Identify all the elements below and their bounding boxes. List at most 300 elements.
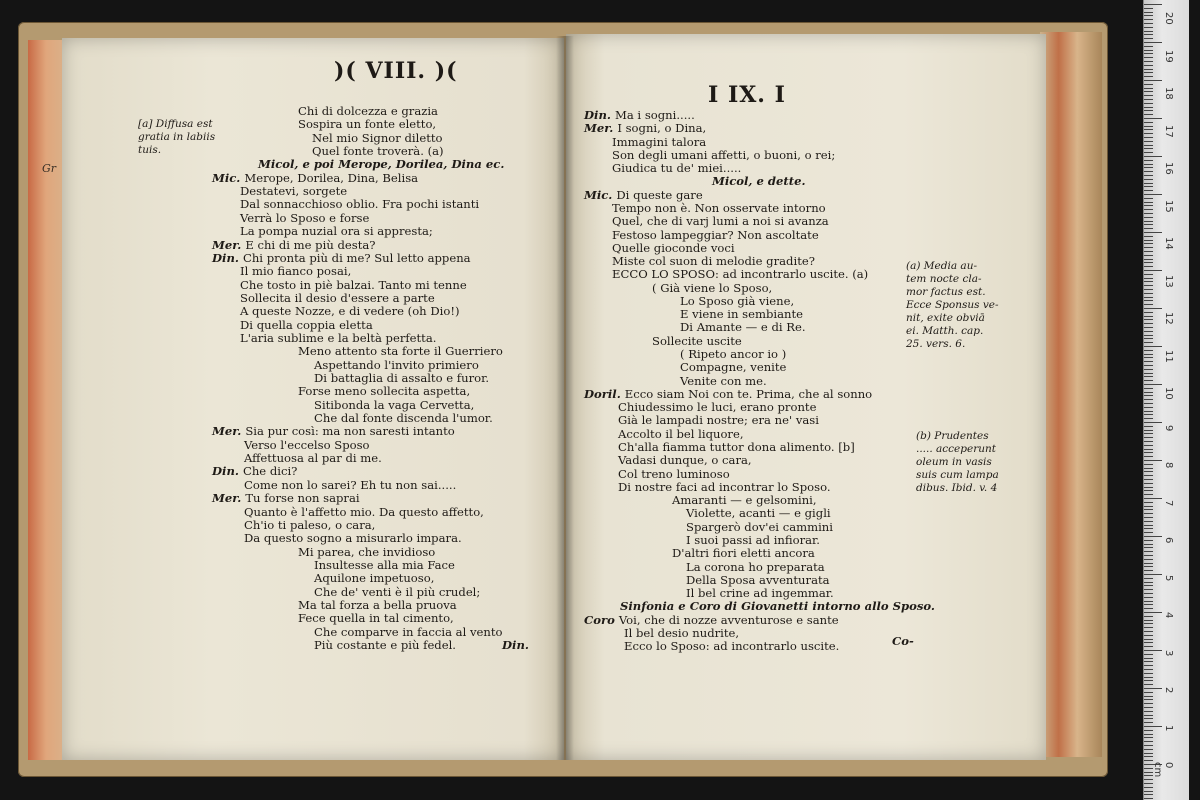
text-line xyxy=(258,157,504,171)
verse-text: Insultesse alla mia Face xyxy=(314,557,455,572)
text-line xyxy=(584,188,703,202)
ruler-tick xyxy=(1144,468,1153,469)
ruler-tick xyxy=(1144,217,1153,218)
ruler-label: 16 xyxy=(1163,162,1174,175)
verse-text: Col treno luminoso xyxy=(618,466,730,481)
ruler-tick xyxy=(1144,665,1153,666)
ruler-tick xyxy=(1144,479,1153,480)
verse-text: Ma i sogni..... xyxy=(614,108,695,122)
ruler-tick xyxy=(1144,103,1153,104)
ruler-tick xyxy=(1144,456,1153,457)
text-line xyxy=(612,214,829,228)
ruler-tick xyxy=(1144,395,1153,396)
ruler-tick xyxy=(1144,228,1153,229)
verse-text: Chi di dolcezza e grazia xyxy=(298,104,438,118)
text-line xyxy=(314,625,503,639)
verse-text: Lo Sposo già viene, xyxy=(680,293,795,308)
text-line xyxy=(618,453,752,467)
verse-text: Aquilone impetuoso, xyxy=(314,571,435,586)
ruler-tick xyxy=(1144,316,1153,317)
ruler-tick xyxy=(1144,285,1153,286)
ruler-label: 11 xyxy=(1163,349,1174,363)
text-line xyxy=(314,638,456,652)
ruler-tick xyxy=(1144,190,1153,191)
ruler-label: 10 xyxy=(1163,387,1174,400)
verse-text: Destatevi, sorgete xyxy=(240,184,348,199)
ruler-tick xyxy=(1144,61,1153,62)
ruler-tick xyxy=(1144,551,1153,552)
verse-text: Già le lampadi nostre; era ne' vasi xyxy=(618,413,819,428)
ruler-tick xyxy=(1144,555,1153,556)
ruler-tick xyxy=(1144,293,1153,294)
ruler-tick xyxy=(1144,418,1153,419)
ruler-tick xyxy=(1144,734,1153,735)
text-line xyxy=(686,560,825,574)
ruler-tick xyxy=(1144,373,1153,374)
text-line xyxy=(712,174,806,188)
ruler-tick xyxy=(1144,300,1153,301)
ruler-tick xyxy=(1144,376,1153,377)
verse-text: ECCO LO SPOSO: ad incontrarlo uscite. (a) xyxy=(612,267,869,282)
verse-text: L'aria sublime e la beltà perfetta. xyxy=(240,330,437,345)
ruler-tick xyxy=(1144,209,1153,210)
ruler-tick xyxy=(1144,490,1153,491)
verse-text: Sollecite uscite xyxy=(652,333,742,348)
text-line xyxy=(624,639,839,653)
verse-text: Amaranti — e gelsomini, xyxy=(672,493,817,508)
verse-text: D'altri fiori eletti ancora xyxy=(672,546,815,561)
verse-text: Verso l'eccelso Sposo xyxy=(244,437,370,452)
ruler-tick xyxy=(1144,15,1153,16)
left-margin-note: [a] Diffusa est gratia in labiis tuis. xyxy=(138,118,216,156)
text-line xyxy=(612,148,835,162)
ruler-tick xyxy=(1144,684,1153,685)
ruler-label: 19 xyxy=(1163,49,1174,63)
ruler-tick xyxy=(1144,392,1153,393)
ruler-tick xyxy=(1144,346,1162,347)
text-line xyxy=(652,334,742,348)
text-line xyxy=(314,571,434,585)
text-line xyxy=(298,104,438,118)
ruler-tick xyxy=(1144,213,1153,214)
text-line xyxy=(240,184,347,198)
text-line xyxy=(240,331,436,345)
ruler-tick xyxy=(1144,498,1162,499)
verse-text: Accolto il bel liquore, xyxy=(618,426,744,441)
text-line xyxy=(618,440,855,454)
speaker-label: Mer. xyxy=(212,491,246,506)
ruler-tick xyxy=(1144,319,1153,320)
ruler-tick xyxy=(1144,99,1153,100)
verse-text: Ecco lo Sposo: ad incontrarlo uscite. xyxy=(624,639,840,654)
ruler-tick xyxy=(1144,506,1153,507)
text-line xyxy=(680,294,794,308)
ruler-tick xyxy=(1144,107,1153,108)
ruler-tick xyxy=(1144,259,1153,260)
text-line xyxy=(240,318,373,332)
verse-text: Ecco siam Noi con te. Prima, che al sonno xyxy=(624,386,873,401)
ruler-tick xyxy=(1144,338,1153,339)
ruler-tick xyxy=(1144,331,1153,332)
ruler-tick xyxy=(1144,680,1153,681)
ruler-tick xyxy=(1144,297,1153,298)
verse-text: Il mio fianco posai, xyxy=(240,264,352,279)
verse-text: Il bel desio nudrite, xyxy=(624,625,740,640)
ruler-tick xyxy=(1144,91,1153,92)
verse-text: Nel mio Signor diletto xyxy=(312,130,443,145)
ruler-tick xyxy=(1144,262,1153,263)
verse-text: Tu forse non saprai xyxy=(245,491,360,506)
text-line xyxy=(244,531,462,545)
ruler-tick xyxy=(1144,749,1153,750)
ruler-label: 20 xyxy=(1163,12,1174,25)
ruler-tick xyxy=(1144,570,1153,571)
ruler-tick xyxy=(1144,430,1153,431)
speaker-label: Doril. xyxy=(584,386,625,401)
ruler-tick xyxy=(1144,357,1153,358)
ruler-tick xyxy=(1144,42,1162,43)
verse-text: Quelle gioconde voci xyxy=(612,240,735,255)
text-line xyxy=(212,171,418,185)
verse-text: La corona ho preparata xyxy=(686,559,825,574)
text-line xyxy=(612,135,706,149)
verse-text: Compagne, venite xyxy=(680,360,787,375)
ruler-label: 14 xyxy=(1163,237,1174,250)
ruler-tick xyxy=(1144,688,1162,689)
ruler-tick xyxy=(1144,745,1153,746)
ruler-tick xyxy=(1144,414,1153,415)
ruler-tick xyxy=(1144,616,1153,617)
ruler-label: 3 xyxy=(1163,649,1174,656)
text-line xyxy=(618,467,730,481)
ruler-tick xyxy=(1144,532,1153,533)
ruler-tick xyxy=(1144,69,1153,70)
ruler-label: 6 xyxy=(1163,537,1174,544)
ruler-tick xyxy=(1144,563,1153,564)
ruler-tick xyxy=(1144,19,1153,20)
ruler-tick xyxy=(1144,654,1153,655)
verse-text: Quel fonte troverà. (a) xyxy=(312,144,444,159)
text-line xyxy=(672,546,815,560)
ruler-tick xyxy=(1144,699,1153,700)
ruler-tick xyxy=(1144,715,1153,716)
verse-text: Miste col suon di melodie gradite? xyxy=(612,254,815,269)
right-page xyxy=(566,34,1046,760)
verse-text: Dal sonnacchioso oblio. Fra pochi istanti xyxy=(240,197,480,212)
ruler-tick xyxy=(1144,152,1153,153)
ruler-tick xyxy=(1144,240,1153,241)
text-line xyxy=(298,384,470,398)
ruler-tick xyxy=(1144,205,1153,206)
left-edge-fragment: Gr xyxy=(42,162,57,175)
ruler-tick xyxy=(1144,327,1153,328)
ruler-tick xyxy=(1144,696,1153,697)
ruler-tick xyxy=(1144,593,1153,594)
ruler-tick xyxy=(1144,145,1153,146)
verse-text: Son degli umani affetti, o buoni, o rei; xyxy=(612,147,836,162)
ruler-tick xyxy=(1144,597,1153,598)
text-line xyxy=(672,493,817,507)
text-line xyxy=(244,451,382,465)
ruler-tick xyxy=(1144,308,1162,309)
ruler-tick xyxy=(1144,756,1153,757)
ruler-tick xyxy=(1144,471,1153,472)
ruler-tick xyxy=(1144,437,1153,438)
ruler-tick xyxy=(1144,547,1153,548)
verse-text: Micol, e poi Merope, Dorilea, Dina ec. xyxy=(258,157,505,172)
verse-text: Chi pronta più di me? Sul letto appena xyxy=(242,250,471,265)
verse-text: Sospira un fonte eletto, xyxy=(298,117,437,132)
ruler-tick xyxy=(1144,289,1153,290)
ruler-tick xyxy=(1144,718,1153,719)
text-line xyxy=(680,374,767,388)
ruler-tick xyxy=(1144,335,1153,336)
ruler-tick xyxy=(1144,677,1153,678)
verse-text: Che de' venti è il più crudel; xyxy=(314,584,481,599)
verse-text: Mi parea, che invidioso xyxy=(298,544,436,559)
ruler-tick xyxy=(1144,133,1153,134)
ruler-tick xyxy=(1144,582,1153,583)
ruler-tick xyxy=(1144,129,1153,130)
verse-text: Sitibonda la vaga Cervetta, xyxy=(314,397,475,412)
ruler-tick xyxy=(1144,361,1153,362)
text-line xyxy=(314,371,489,385)
ruler-tick xyxy=(1144,27,1153,28)
ruler-tick xyxy=(1144,441,1153,442)
text-line xyxy=(212,238,376,252)
ruler-tick xyxy=(1144,604,1153,605)
ruler-tick xyxy=(1144,8,1153,9)
ruler-tick xyxy=(1144,65,1153,66)
ruler-tick xyxy=(1144,730,1153,731)
ruler-tick xyxy=(1144,528,1153,529)
ruler-tick xyxy=(1144,464,1153,465)
text-line xyxy=(244,438,370,452)
ruler-tick xyxy=(1144,737,1153,738)
verse-text: Che comparve in faccia al vento xyxy=(314,624,503,639)
text-line xyxy=(686,533,820,547)
text-line xyxy=(686,506,831,520)
ruler-tick xyxy=(1144,118,1162,119)
ruler-tick xyxy=(1144,635,1153,636)
text-line xyxy=(686,586,834,600)
text-line xyxy=(244,478,456,492)
ruler-tick xyxy=(1144,521,1153,522)
ruler-tick xyxy=(1144,281,1153,282)
verse-text: Spargerò dov'ei cammini xyxy=(686,519,833,534)
right-catchword: Co- xyxy=(892,634,914,648)
text-line xyxy=(212,424,455,438)
ruler-tick xyxy=(1144,186,1153,187)
verse-text: Meno attento sta forte il Guerriero xyxy=(298,344,503,359)
ruler-tick xyxy=(1144,642,1153,643)
verse-text: Violette, acanti — e gigli xyxy=(686,506,831,521)
text-line xyxy=(314,398,474,412)
verse-text: ( Già viene lo Sposo, xyxy=(652,280,773,295)
ruler-tick xyxy=(1144,34,1153,35)
ruler-label: 12 xyxy=(1163,312,1174,325)
text-line xyxy=(212,251,471,265)
ruler-tick xyxy=(1144,57,1153,58)
text-line xyxy=(240,291,435,305)
verse-text: Fece quella in tal cimento, xyxy=(298,611,454,626)
text-line xyxy=(680,320,806,334)
ruler-label: 0 cm xyxy=(1152,762,1174,778)
ruler-tick xyxy=(1144,72,1153,73)
verse-text: Quanto è l'affetto mio. Da questo affetto, xyxy=(244,504,484,519)
ruler-tick xyxy=(1144,350,1153,351)
verse-text: Venite con me. xyxy=(680,373,767,388)
ruler-label: 18 xyxy=(1163,87,1174,100)
verse-text: Sollecita il desio d'essere a parte xyxy=(240,290,435,305)
text-line xyxy=(686,520,833,534)
text-line xyxy=(298,117,436,131)
ruler-tick xyxy=(1144,525,1153,526)
text-line xyxy=(618,400,816,414)
ruler-tick xyxy=(1144,141,1153,142)
ruler-tick xyxy=(1144,783,1153,784)
text-line xyxy=(680,307,803,321)
verse-text: Merope, Dorilea, Dina, Belisa xyxy=(244,170,419,185)
ruler-tick xyxy=(1144,202,1153,203)
ruler-tick xyxy=(1144,114,1153,115)
text-line xyxy=(244,518,375,532)
ruler-tick xyxy=(1144,266,1153,267)
ruler-tick xyxy=(1144,794,1153,795)
verse-text: Quel, che di varj lumi a noi si avanza xyxy=(612,214,829,229)
verse-text: Affettuosa al par di me. xyxy=(244,451,382,466)
ruler-tick xyxy=(1144,179,1153,180)
text-line xyxy=(584,613,839,627)
ruler-label: 4 xyxy=(1163,612,1174,619)
verse-text: Di battaglia di assalto e furor. xyxy=(314,371,490,385)
text-line xyxy=(612,228,819,242)
ruler-tick xyxy=(1144,278,1153,279)
ruler-tick xyxy=(1144,399,1153,400)
ruler-tick xyxy=(1144,612,1162,613)
text-line xyxy=(240,264,351,278)
ruler-tick xyxy=(1144,270,1162,271)
text-line xyxy=(612,161,741,175)
ruler-tick xyxy=(1144,148,1153,149)
ruler-tick xyxy=(1144,517,1153,518)
verse-text: Immagini talora xyxy=(612,134,707,149)
ruler-tick xyxy=(1144,88,1153,89)
speaker-label: Mer. xyxy=(212,424,246,439)
ruler-tick xyxy=(1144,566,1153,567)
ruler-tick xyxy=(1144,76,1153,77)
verse-text: Di Amante — e di Re. xyxy=(680,320,806,335)
ruler-tick xyxy=(1144,369,1153,370)
verse-text: Verrà lo Sposo e forse xyxy=(240,210,370,225)
ruler-label: 2 xyxy=(1163,687,1174,694)
ruler-tick xyxy=(1144,574,1162,575)
ruler-tick xyxy=(1144,384,1162,385)
text-line xyxy=(314,358,479,372)
verse-text: A queste Nozze, e di vedere (oh Dio!) xyxy=(240,304,460,319)
verse-text: Aspettando l'invito primiero xyxy=(314,357,479,372)
ruler-tick xyxy=(1144,449,1153,450)
text-line xyxy=(312,144,444,158)
ruler-label: 8 xyxy=(1163,462,1174,469)
ruler-tick xyxy=(1144,160,1153,161)
ruler-tick xyxy=(1144,126,1153,127)
verse-text: ( Ripeto ancor io ) xyxy=(680,347,787,362)
ruler-tick xyxy=(1144,171,1153,172)
ruler-tick xyxy=(1144,787,1153,788)
ruler-tick xyxy=(1144,342,1153,343)
ruler-tick xyxy=(1144,247,1153,248)
ruler-tick xyxy=(1144,585,1153,586)
text-line xyxy=(298,598,457,612)
verse-text: Che dal fonte discenda l'umor. xyxy=(314,411,493,426)
measuring-ruler xyxy=(1143,0,1189,800)
ruler-tick xyxy=(1144,137,1153,138)
text-line xyxy=(612,267,868,281)
ruler-tick xyxy=(1144,53,1153,54)
ruler-tick xyxy=(1144,251,1153,252)
text-line xyxy=(652,281,772,295)
ruler-tick xyxy=(1144,50,1153,51)
speaker-label: Mic. xyxy=(212,170,245,185)
ruler-tick xyxy=(1144,779,1153,780)
ruler-tick xyxy=(1144,183,1153,184)
text-line xyxy=(620,599,935,613)
ruler-tick xyxy=(1144,445,1153,446)
text-line xyxy=(314,411,493,425)
left-page-header: )( VIII. )( xyxy=(334,58,458,84)
ruler-label: 9 xyxy=(1163,424,1174,431)
verse-text: I sogni, o Dina, xyxy=(617,121,707,136)
ruler-tick xyxy=(1144,12,1153,13)
text-line xyxy=(240,304,460,318)
ruler-tick xyxy=(1144,224,1153,225)
text-line xyxy=(584,387,872,401)
text-line xyxy=(298,611,454,625)
verse-text: Ma tal forza a bella pruova xyxy=(298,597,457,612)
ruler-tick xyxy=(1144,407,1153,408)
verse-text: Tempo non è. Non osservate intorno xyxy=(612,200,826,215)
text-line xyxy=(240,278,467,292)
verse-text: Che dici? xyxy=(242,464,298,479)
verse-text: Che tosto in piè balzai. Tanto mi tenne xyxy=(240,277,467,292)
ruler-label: 13 xyxy=(1163,274,1174,288)
verse-text: Sinfonia e Coro di Giovanetti intorno allo Sposo. xyxy=(620,599,935,614)
verse-text: Chiudessimo le luci, erano pronte xyxy=(618,400,817,415)
ruler-tick xyxy=(1144,110,1153,111)
verse-text: La pompa nuzial ora si appresta; xyxy=(240,224,433,239)
ruler-tick xyxy=(1144,84,1153,85)
ruler-tick xyxy=(1144,620,1153,621)
ruler-tick xyxy=(1144,623,1153,624)
ruler-tick xyxy=(1144,194,1162,195)
ruler-tick xyxy=(1144,661,1153,662)
text-line xyxy=(618,427,744,441)
ruler-tick xyxy=(1144,46,1153,47)
ruler-tick xyxy=(1144,156,1162,157)
text-line xyxy=(612,254,815,268)
speaker-label: Din. xyxy=(584,108,615,122)
verse-text: E viene in sembiante xyxy=(680,307,803,322)
ruler-tick xyxy=(1144,639,1153,640)
ruler-tick xyxy=(1144,726,1162,727)
ruler-tick xyxy=(1144,631,1153,632)
ruler-tick xyxy=(1144,354,1153,355)
ruler-tick xyxy=(1144,673,1153,674)
verse-text: Della Sposa avventurata xyxy=(686,572,830,587)
text-line xyxy=(680,347,786,361)
verse-text: Ch'io ti paleso, o cara, xyxy=(244,517,376,532)
